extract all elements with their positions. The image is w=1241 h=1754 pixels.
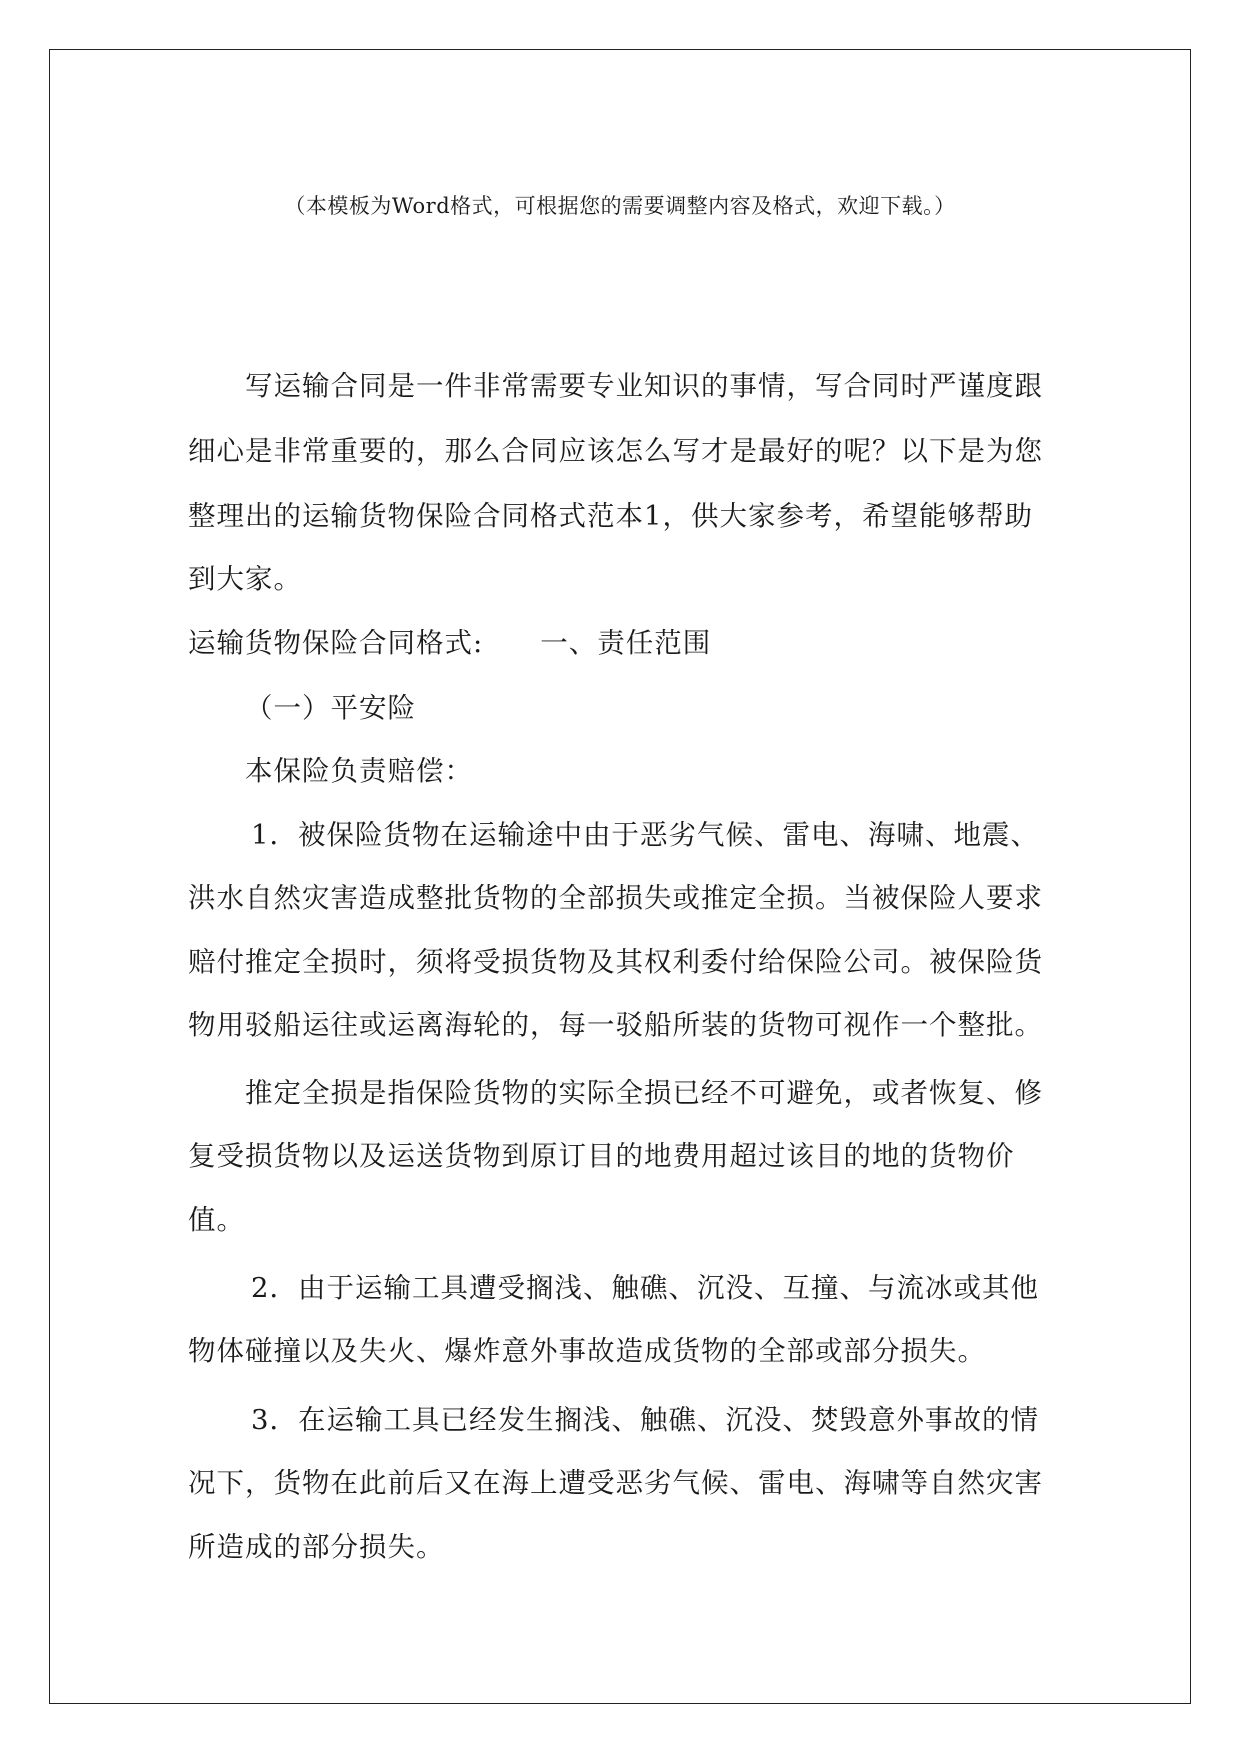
section-heading: 运输货物保险合同格式: 一、责任范围 xyxy=(188,627,712,659)
clause-2-line-2: 物体碰撞以及失火、爆炸意外事故造成货物的全部或部分损失。 xyxy=(188,1335,986,1367)
clause-1-line-2: 洪水自然灾害造成整批货物的全部损失或推定全损。当被保险人要求 xyxy=(188,882,1043,914)
template-note: （本模板为Word格式，可根据您的需要调整内容及格式，欢迎下载。） xyxy=(284,194,956,218)
coverage-intro: 本保险负责赔偿： xyxy=(245,755,473,787)
subsection-heading: （一）平安险 xyxy=(245,692,416,724)
definition-line-1: 推定全损是指保险货物的实际全损已经不可避免，或者恢复、修 xyxy=(245,1077,1043,1109)
clause-1-line-1: 1．被保险货物在运输途中由于恶劣气候、雷电、海啸、地震、 xyxy=(251,819,1039,851)
clause-3-line-1: 3．在运输工具已经发生搁浅、触礁、沉没、焚毁意外事故的情 xyxy=(251,1404,1039,1436)
clause-3-line-2: 况下，货物在此前后又在海上遭受恶劣气候、雷电、海啸等自然灾害 xyxy=(188,1467,1043,1499)
intro-line-3: 整理出的运输货物保险合同格式范本1，供大家参考，希望能够帮助 xyxy=(188,500,1033,532)
definition-line-3: 值。 xyxy=(188,1204,245,1236)
page-border xyxy=(49,49,1191,1704)
intro-line-2: 细心是非常重要的，那么合同应该怎么写才是最好的呢？以下是为您 xyxy=(188,435,1043,467)
clause-3-line-3: 所造成的部分损失。 xyxy=(188,1531,445,1563)
intro-line-4: 到大家。 xyxy=(188,563,302,595)
clause-2-line-1: 2．由于运输工具遭受搁浅、触礁、沉没、互撞、与流冰或其他 xyxy=(251,1272,1039,1304)
definition-line-2: 复受损货物以及运送货物到原订目的地费用超过该目的地的货物价 xyxy=(188,1140,1015,1172)
clause-1-line-3: 赔付推定全损时，须将受损货物及其权利委付给保险公司。被保险货 xyxy=(188,946,1043,978)
clause-1-line-4: 物用驳船运往或运离海轮的，每一驳船所装的货物可视作一个整批。 xyxy=(188,1009,1043,1041)
intro-line-1: 写运输合同是一件非常需要专业知识的事情，写合同时严谨度跟 xyxy=(245,370,1043,402)
